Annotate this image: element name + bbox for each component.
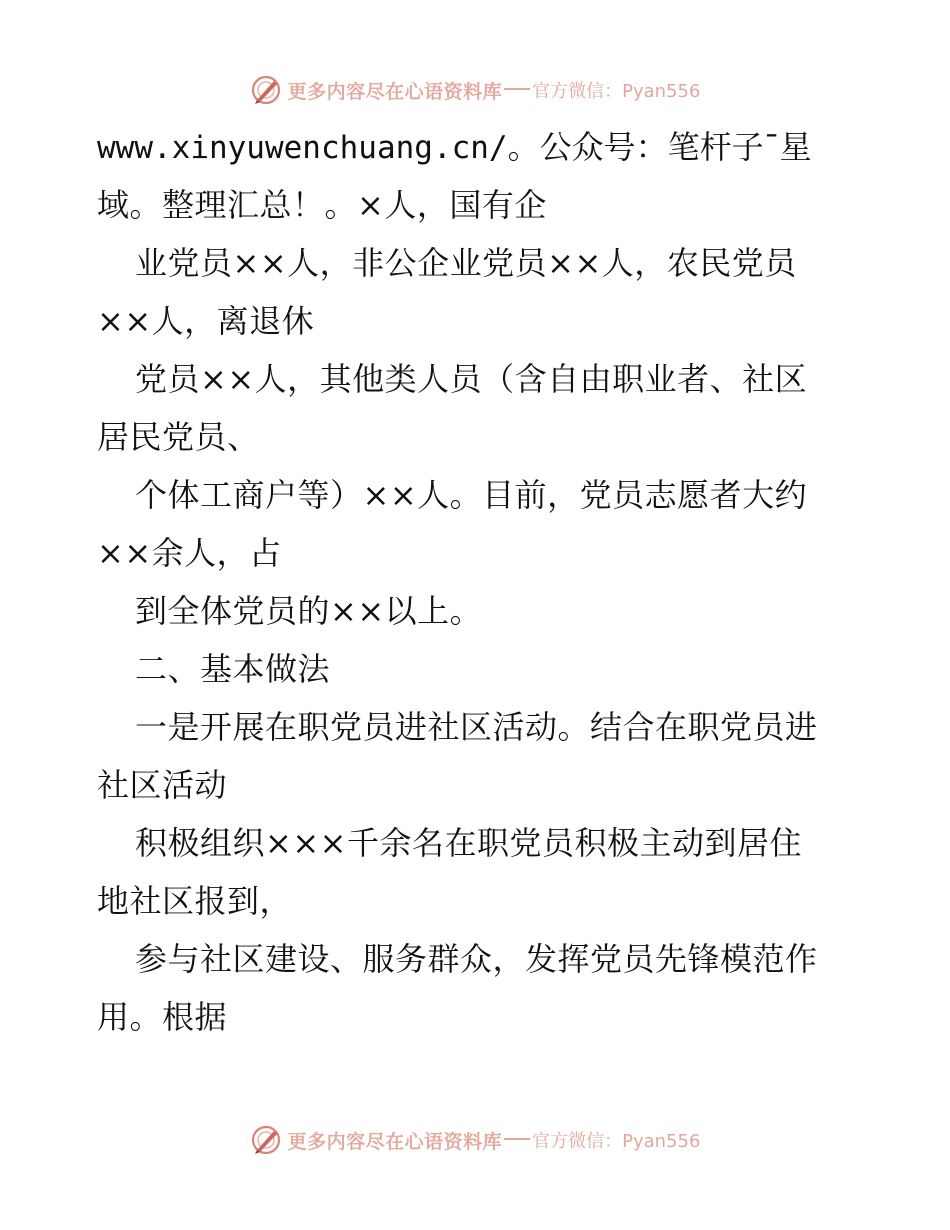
document-line: 社区活动 (97, 766, 228, 804)
document-line: 参与社区建设、服务群众，发挥党员先锋模范作 (135, 940, 818, 978)
document-line: 党员××人，其他类人员（含自由职业者、社区 (135, 360, 808, 398)
watermark-footer (0, 1123, 950, 1157)
document-line: ××余人，占 (97, 534, 282, 572)
pen-logo-icon (250, 1124, 282, 1156)
watermark-main-text: 更多内容尽在心语资料库 (287, 1130, 503, 1153)
document-line: 居民党员、 (97, 418, 260, 456)
pen-logo-icon (250, 74, 282, 106)
section-heading: 二、基本做法 (135, 650, 331, 688)
document-line (97, 118, 857, 176)
document-line: 积极组织×××千余名在职党员积极主动到居住 (135, 824, 802, 862)
document-line: 地社区报到， (97, 882, 293, 920)
website-url: www.xinyuwenchuang.cn/ (97, 130, 508, 166)
document-line: 到全体党员的××以上。 (135, 592, 483, 630)
watermark-main-text: 更多内容尽在心语资料库 (287, 80, 503, 103)
document-line: 用。根据 (97, 998, 228, 1036)
document-line: 域。整理汇总！。×人，国有企 (97, 186, 547, 224)
document-line: 业党员××人，非公企业党员××人，农民党员 (135, 244, 797, 282)
document-line: ××人，离退休 (97, 302, 315, 340)
document-line: 个体工商户等）××人。目前，党员志愿者大约 (135, 476, 808, 514)
document-body (97, 118, 857, 1046)
watermark-dash (504, 1138, 530, 1140)
document-line: 一是开展在职党员进社区活动。结合在职党员进 (135, 708, 818, 746)
watermark-contact-text: 官方微信：Pyan556 (532, 1131, 701, 1152)
watermark-dash (504, 88, 530, 90)
document-line-text: 。公众号：笔杆子¯星 (507, 128, 812, 166)
watermark-header (0, 73, 950, 107)
watermark-contact-text: 官方微信：Pyan556 (532, 81, 701, 102)
